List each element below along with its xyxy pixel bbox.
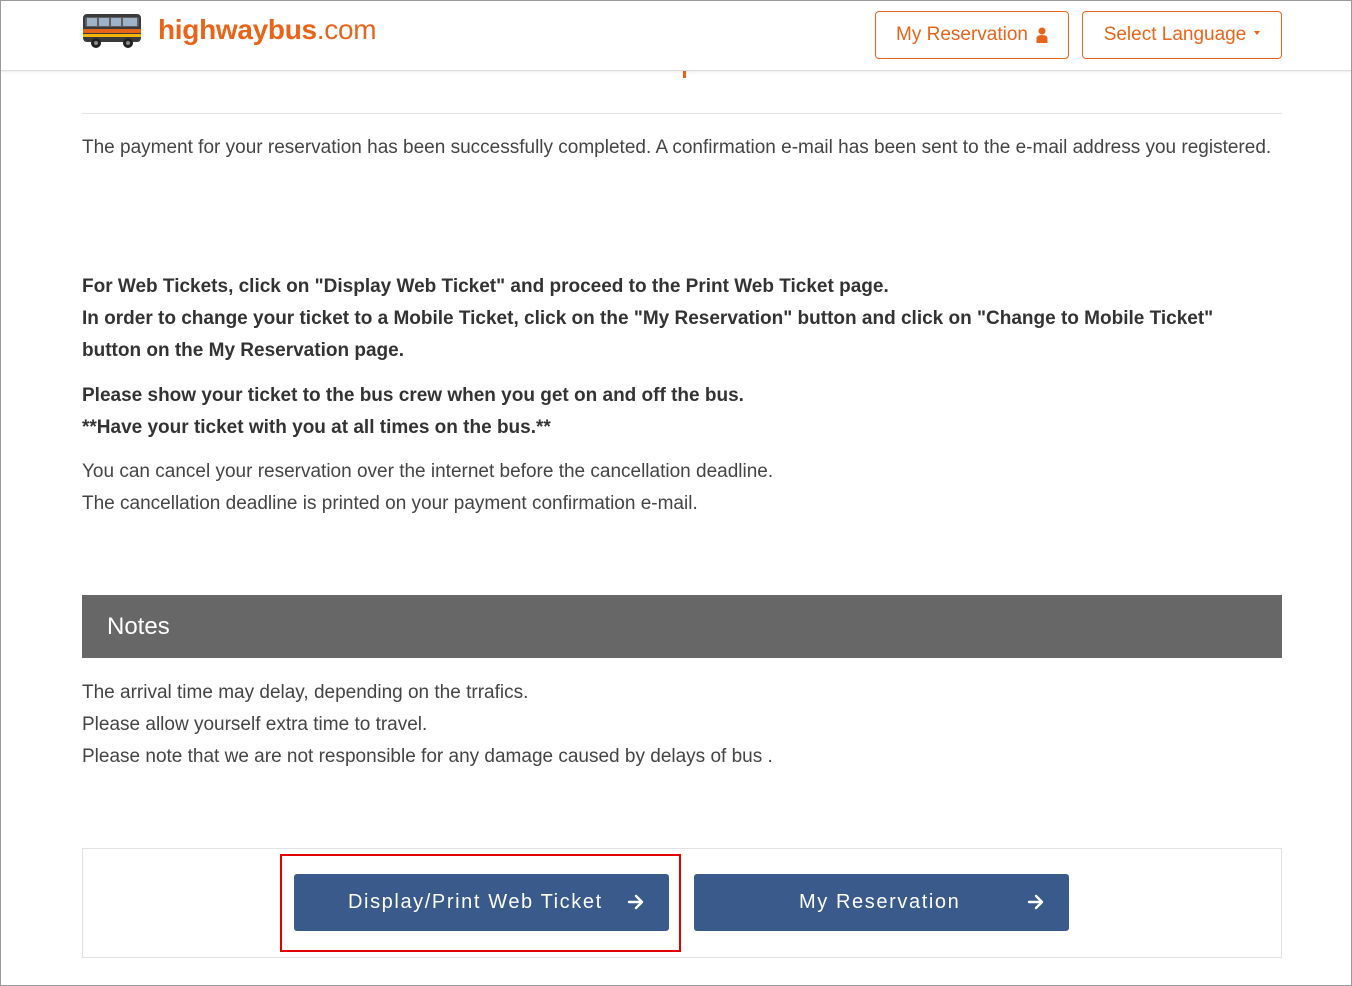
divider (82, 113, 1282, 114)
web-ticket-line: For Web Tickets, click on "Display Web Ticket" and proceed to the Print Web Ticket page. (82, 276, 889, 297)
payment-complete-text: The payment for your reservation has been successfully completed. A confirmation e-mail has been sent to the e-mail address you registered. (82, 137, 1272, 158)
cancel-line: You can cancel your reservation over the internet before the cancellation deadline. (82, 461, 774, 482)
notes-list (82, 677, 1272, 773)
print-button-label: Display/Print Web Ticket (348, 891, 603, 913)
my-reservation-button[interactable] (694, 874, 1069, 931)
highlight-box (280, 854, 681, 952)
keep-ticket-line: **Have your ticket with you at all times on the bus.** (82, 417, 551, 438)
site-logo[interactable] (82, 10, 376, 50)
notes-line: Please allow yourself extra time to travel. (82, 714, 428, 735)
logo-domain: .com (316, 14, 377, 45)
show-ticket-line: Please show your ticket to the bus crew when you get on and off the bus. (82, 385, 744, 406)
header-my-reservation-label: My Reservation (896, 24, 1028, 45)
deadline-line: The cancellation deadline is printed on your payment confirmation e-mail. (82, 493, 698, 514)
notes-line: Please note that we are not responsible for any damage caused by delays of bus . (82, 746, 773, 767)
notes-line: The arrival time may delay, depending on the trrafics. (82, 682, 529, 703)
notes-heading (82, 595, 1282, 658)
bus-icon (82, 11, 144, 49)
action-panel (82, 848, 1282, 958)
reservation-button-label: My Reservation (799, 891, 961, 913)
select-language-label: Select Language (1103, 24, 1247, 45)
header-my-reservation-button[interactable] (875, 11, 1069, 59)
web-ticket-instructions (82, 271, 1272, 367)
mobile-ticket-line: In order to change your ticket to a Mobile Ticket, click on the "My Reservation" button and click on "Change to Mobile Ticket" button on the My Reservation page. (82, 308, 1214, 361)
site-header (0, 0, 1352, 71)
arrow-right-icon (1027, 893, 1045, 911)
caret-down-icon (1254, 31, 1260, 35)
show-ticket-instructions (82, 380, 1272, 444)
cancellation-info (82, 456, 1272, 520)
select-language-button[interactable] (1082, 11, 1282, 59)
notes-heading-label: Notes (107, 612, 170, 640)
logo-name: highwaybus (158, 14, 317, 45)
person-icon (1036, 27, 1048, 43)
logo-text (158, 16, 376, 44)
